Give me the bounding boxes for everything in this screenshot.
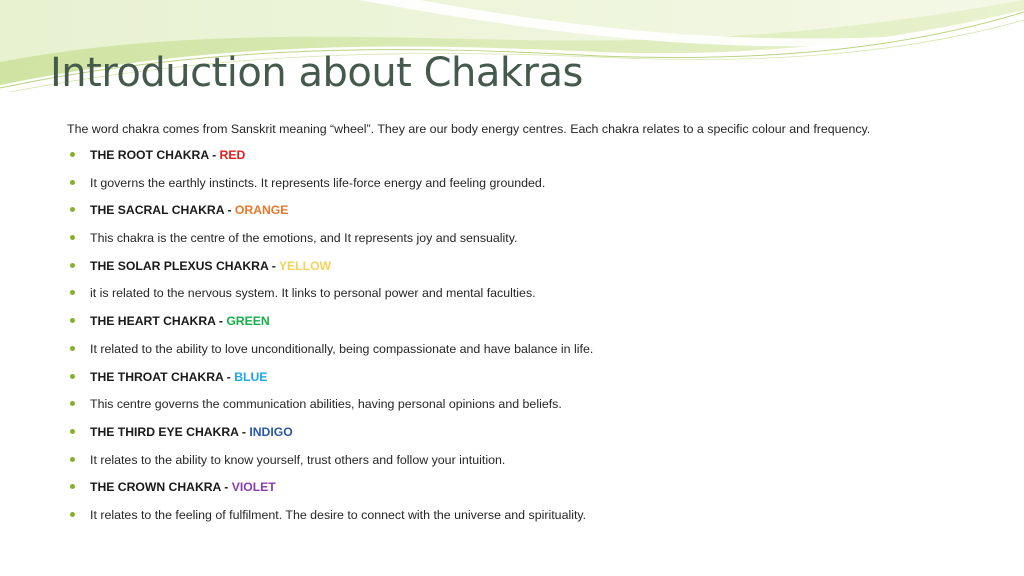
bullet-dot-icon [70,318,75,323]
chakra-description-text: It relates to the ability to know yourself, trust others and follow your intuition. [90,452,506,467]
chakra-heading-label: THE HEART CHAKRA - [90,314,227,329]
chakra-description-text: It related to the ability to love unconditionally, being compassionate and have balance in life. [90,341,594,356]
chakra-heading-crown [67,478,1007,506]
chakra-color-name: GREEN [226,314,270,329]
chakra-heading-root [67,146,1007,174]
chakra-heading-third-eye [67,423,1007,451]
chakra-color-name: INDIGO [249,424,293,439]
chakra-description-heart [67,340,1007,368]
intro-paragraph: The word chakra comes from Sanskrit meaning “wheel”. They are our body energy centres. Each chakra relates to a specific colour and frequency. [67,122,871,136]
chakra-heading-label: THE CROWN CHAKRA - [90,480,232,495]
chakra-heading-solar-plexus [67,257,1007,285]
bullet-dot-icon [70,374,75,379]
chakra-description-text: It relates to the feeling of fulfilment. The desire to connect with the universe and spirituality. [90,507,587,522]
bullet-dot-icon [70,346,75,351]
chakra-description-text: It governs the earthly instincts. It represents life-force energy and feeling grounded. [90,175,546,190]
chakra-color-name: VIOLET [231,480,276,495]
chakra-heading-label: THE ROOT CHAKRA - [90,148,220,162]
bullet-dot-icon [70,484,75,489]
bullet-dot-icon [70,457,75,462]
chakra-heading-label: THE SOLAR PLEXUS CHAKRA - [90,258,279,273]
chakra-heading-sacral [67,201,1007,229]
chakra-description-text: This chakra is the centre of the emotions, and It represents joy and sensuality. [90,231,518,246]
bullet-dot-icon [70,512,75,517]
chakra-description-root [67,174,1007,202]
chakra-description-throat [67,395,1007,423]
chakra-description-text: it is related to the nervous system. It links to personal power and mental faculties. [90,286,536,301]
chakra-description-text: This centre governs the communication abilities, having personal opinions and beliefs. [90,397,562,412]
bullet-dot-icon [70,290,75,295]
bullet-dot-icon [70,263,75,268]
chakra-description-crown [67,506,1007,534]
chakra-color-name: ORANGE [234,203,289,218]
bullet-dot-icon [70,235,75,240]
chakra-description-third-eye [67,451,1007,479]
chakra-color-name: YELLOW [278,258,332,273]
chakra-heading-heart [67,312,1007,340]
slide-title: Introduction about Chakras [50,50,583,96]
bullet-dot-icon [70,401,75,406]
chakra-heading-label: THE SACRAL CHAKRA - [90,203,235,218]
bullet-dot-icon [70,207,75,212]
bullet-dot-icon [70,429,75,434]
chakra-bullet-list [67,146,1007,534]
bullet-dot-icon [70,180,75,185]
chakra-description-sacral [67,229,1007,257]
chakra-color-name: BLUE [234,369,268,384]
slide-content [67,120,1007,534]
chakra-description-solar-plexus [67,284,1007,312]
chakra-heading-label: THE THIRD EYE CHAKRA - [90,424,250,439]
chakra-heading-label: THE THROAT CHAKRA - [90,369,235,384]
bullet-dot-icon [70,152,75,157]
chakra-heading-throat [67,368,1007,396]
chakra-color-name: RED [219,148,246,162]
